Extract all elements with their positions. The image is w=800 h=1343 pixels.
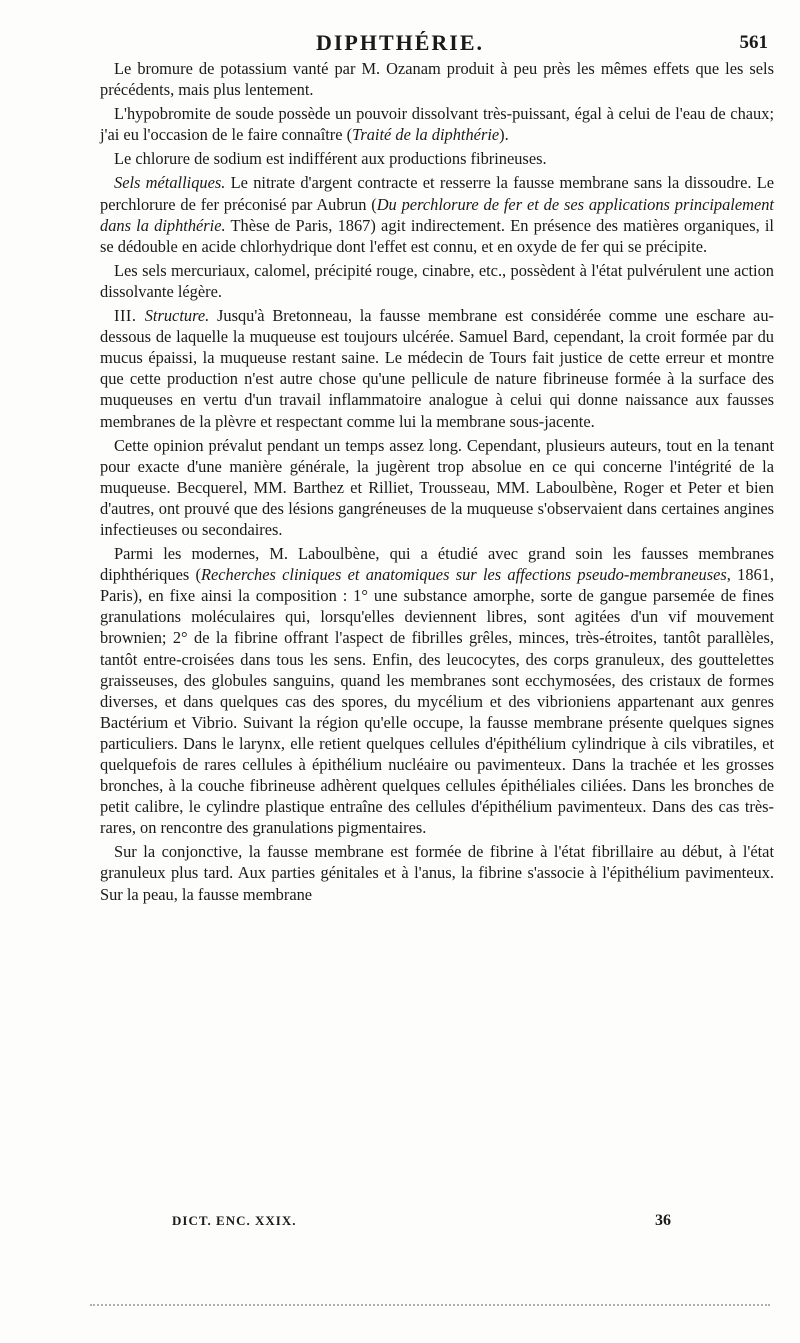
sheet-signature: DICT. ENC. XXIX.: [172, 1213, 297, 1228]
text-run: , 1861, Paris), en fixe ainsi la composition : 1° une substance amorphe, sorte de gangue parsemée de fines granulations moléculaires qui, lorsqu'elles deviennent libres, sont agitées d'un vif mouvement brownien; 2° de la fibrine offrant l'aspect de fibrilles grêles, minces, très-étroites, tantôt parallèles, tantôt entre-croisées dans tous les sens. Enfin, des leucocytes, des corps granuleux, des gouttelettes graisseuses, des globules sanguins, quand les membranes sont ecchymosées, des cristaux de formes diverses, et dans quelques cas des spores, du mycélium et des vibrioniens appartenant aux genres Bactérium et Vibrio. Suivant la région qu'elle occupe, la fausse membrane présente quelques signes particuliers. Dans le larynx, elle retient quelques cellules d'épithélium cylindrique à cils vibratiles, et quelquefois de rares cellules à épithélium nucléaire ou pavimenteux. Dans la trachée et les grosses bronches, à la couche fibrineuse adhèrent quelques cellules épithéliales ciliées. Dans les bronches de petit calibre, le cylindre plastique entraîne des cellules d'épithélium pavimenteux. Dans des cas très-rares, on rencontre des granulations pigmentaires.: [100, 565, 774, 838]
page-number: 561: [739, 32, 768, 53]
text-run: Les sels mercuriaux, calomel, précipité rouge, cinabre, etc., possèdent à l'état pulvérulent une action dissolvante légère.: [100, 260, 774, 301]
text-run: Cette opinion prévalut pendant un temps assez long. Cependant, plusieurs auteurs, tout en la tenant pour exacte d'une manière générale, la jugèrent trop absolue en ce qui concerne l'intégrité de la muqueuse. Becquerel, MM. Barthez et Rilliet, Trousseau, MM. Laboulbène, Roger et Peter et bien d'autres, ont prouvé que des lésions gangréneuses de la muqueuse s'observaient dans certaines angines infectieuses ou secondaires.: [100, 435, 774, 539]
paragraph: [100, 305, 774, 432]
text-run: Parmi les modernes, M. Laboulbène, qui a étudié avec grand soin les fausses membranes diphthériques (: [100, 544, 774, 585]
italic-run: Recherches cliniques et anatomiques sur les affections pseudo-membraneuses: [200, 565, 727, 585]
running-title: DIPHTHÉRIE.: [315, 30, 485, 55]
paragraph: [100, 148, 774, 169]
paragraph: [100, 435, 774, 540]
sheet-number: 36: [655, 1212, 671, 1229]
text-run: Le bromure de potassium vanté par M. Ozanam produit à peu près les mêmes effets que les sels précédents, mais plus lentement.: [100, 59, 774, 100]
text-run: Le nitrate d'argent contracte et resserre la fausse membrane sans la dissoudre. Le perchlorure de fer préconisé par Aubrun (: [100, 173, 775, 214]
text-run: Sur la conjonctive, la fausse membrane est formée de fibrine à l'état fibrillaire au début, à l'état granuleux plus tard. Aux parties génitales et à l'anus, la fibrine s'associe à l'épithélium pavimenteux. Sur la peau, la fausse membrane: [100, 842, 774, 904]
italic-run: Sels métalliques.: [114, 173, 226, 193]
text-run: L'hypobromite de soude possède un pouvoir dissolvant très-puissant, égal à celui de l'eau de chaux; j'ai eu l'occasion de le faire connaître (: [100, 104, 774, 145]
paragraph: [100, 172, 774, 256]
bottom-dotted-rule: [90, 1304, 770, 1306]
italic-run: Du perchlorure de fer et de ses applications principalement dans la diphthérie.: [100, 194, 774, 235]
paragraph: [100, 543, 774, 838]
text-run: Jusqu'à Bretonneau, la fausse membrane est considérée comme une eschare au-dessous de laquelle la muqueuse est toujours ulcérée. Samuel Bard, cependant, la croit formée par du mucus épaissi, la muqueuse restant saine. Le médecin de Tours fait justice de cette erreur et montre que cette production n'est autre chose qu'une pellicule de nature fibrineuse formée à la surface des muqueuses en vertu d'un travail inflammatoire analogue à celui qui donne naissance aux fausses membranes de la plèvre et respectant comme lui la membrane sous-jacente.: [100, 306, 774, 431]
paragraph: [100, 841, 774, 904]
italic-run: Structure.: [144, 306, 210, 326]
body-text: [100, 58, 774, 908]
paragraph: [100, 260, 774, 302]
italic-run: Traité de la diphthérie: [352, 125, 500, 145]
paragraph: [100, 58, 774, 100]
paragraph: [100, 103, 774, 145]
text-run: Thèse de Paris, 1867) agit indirectement. En présence des matières organiques, il se dédouble en acide chlorhydrique dont l'effet est connu, et en oxyde de fer qui se précipite.: [100, 215, 774, 256]
text-run: ).: [499, 125, 509, 145]
text-run: Le chlorure de sodium est indifférent aux productions fibrineuses.: [114, 149, 547, 169]
text-run: III.: [114, 306, 145, 326]
